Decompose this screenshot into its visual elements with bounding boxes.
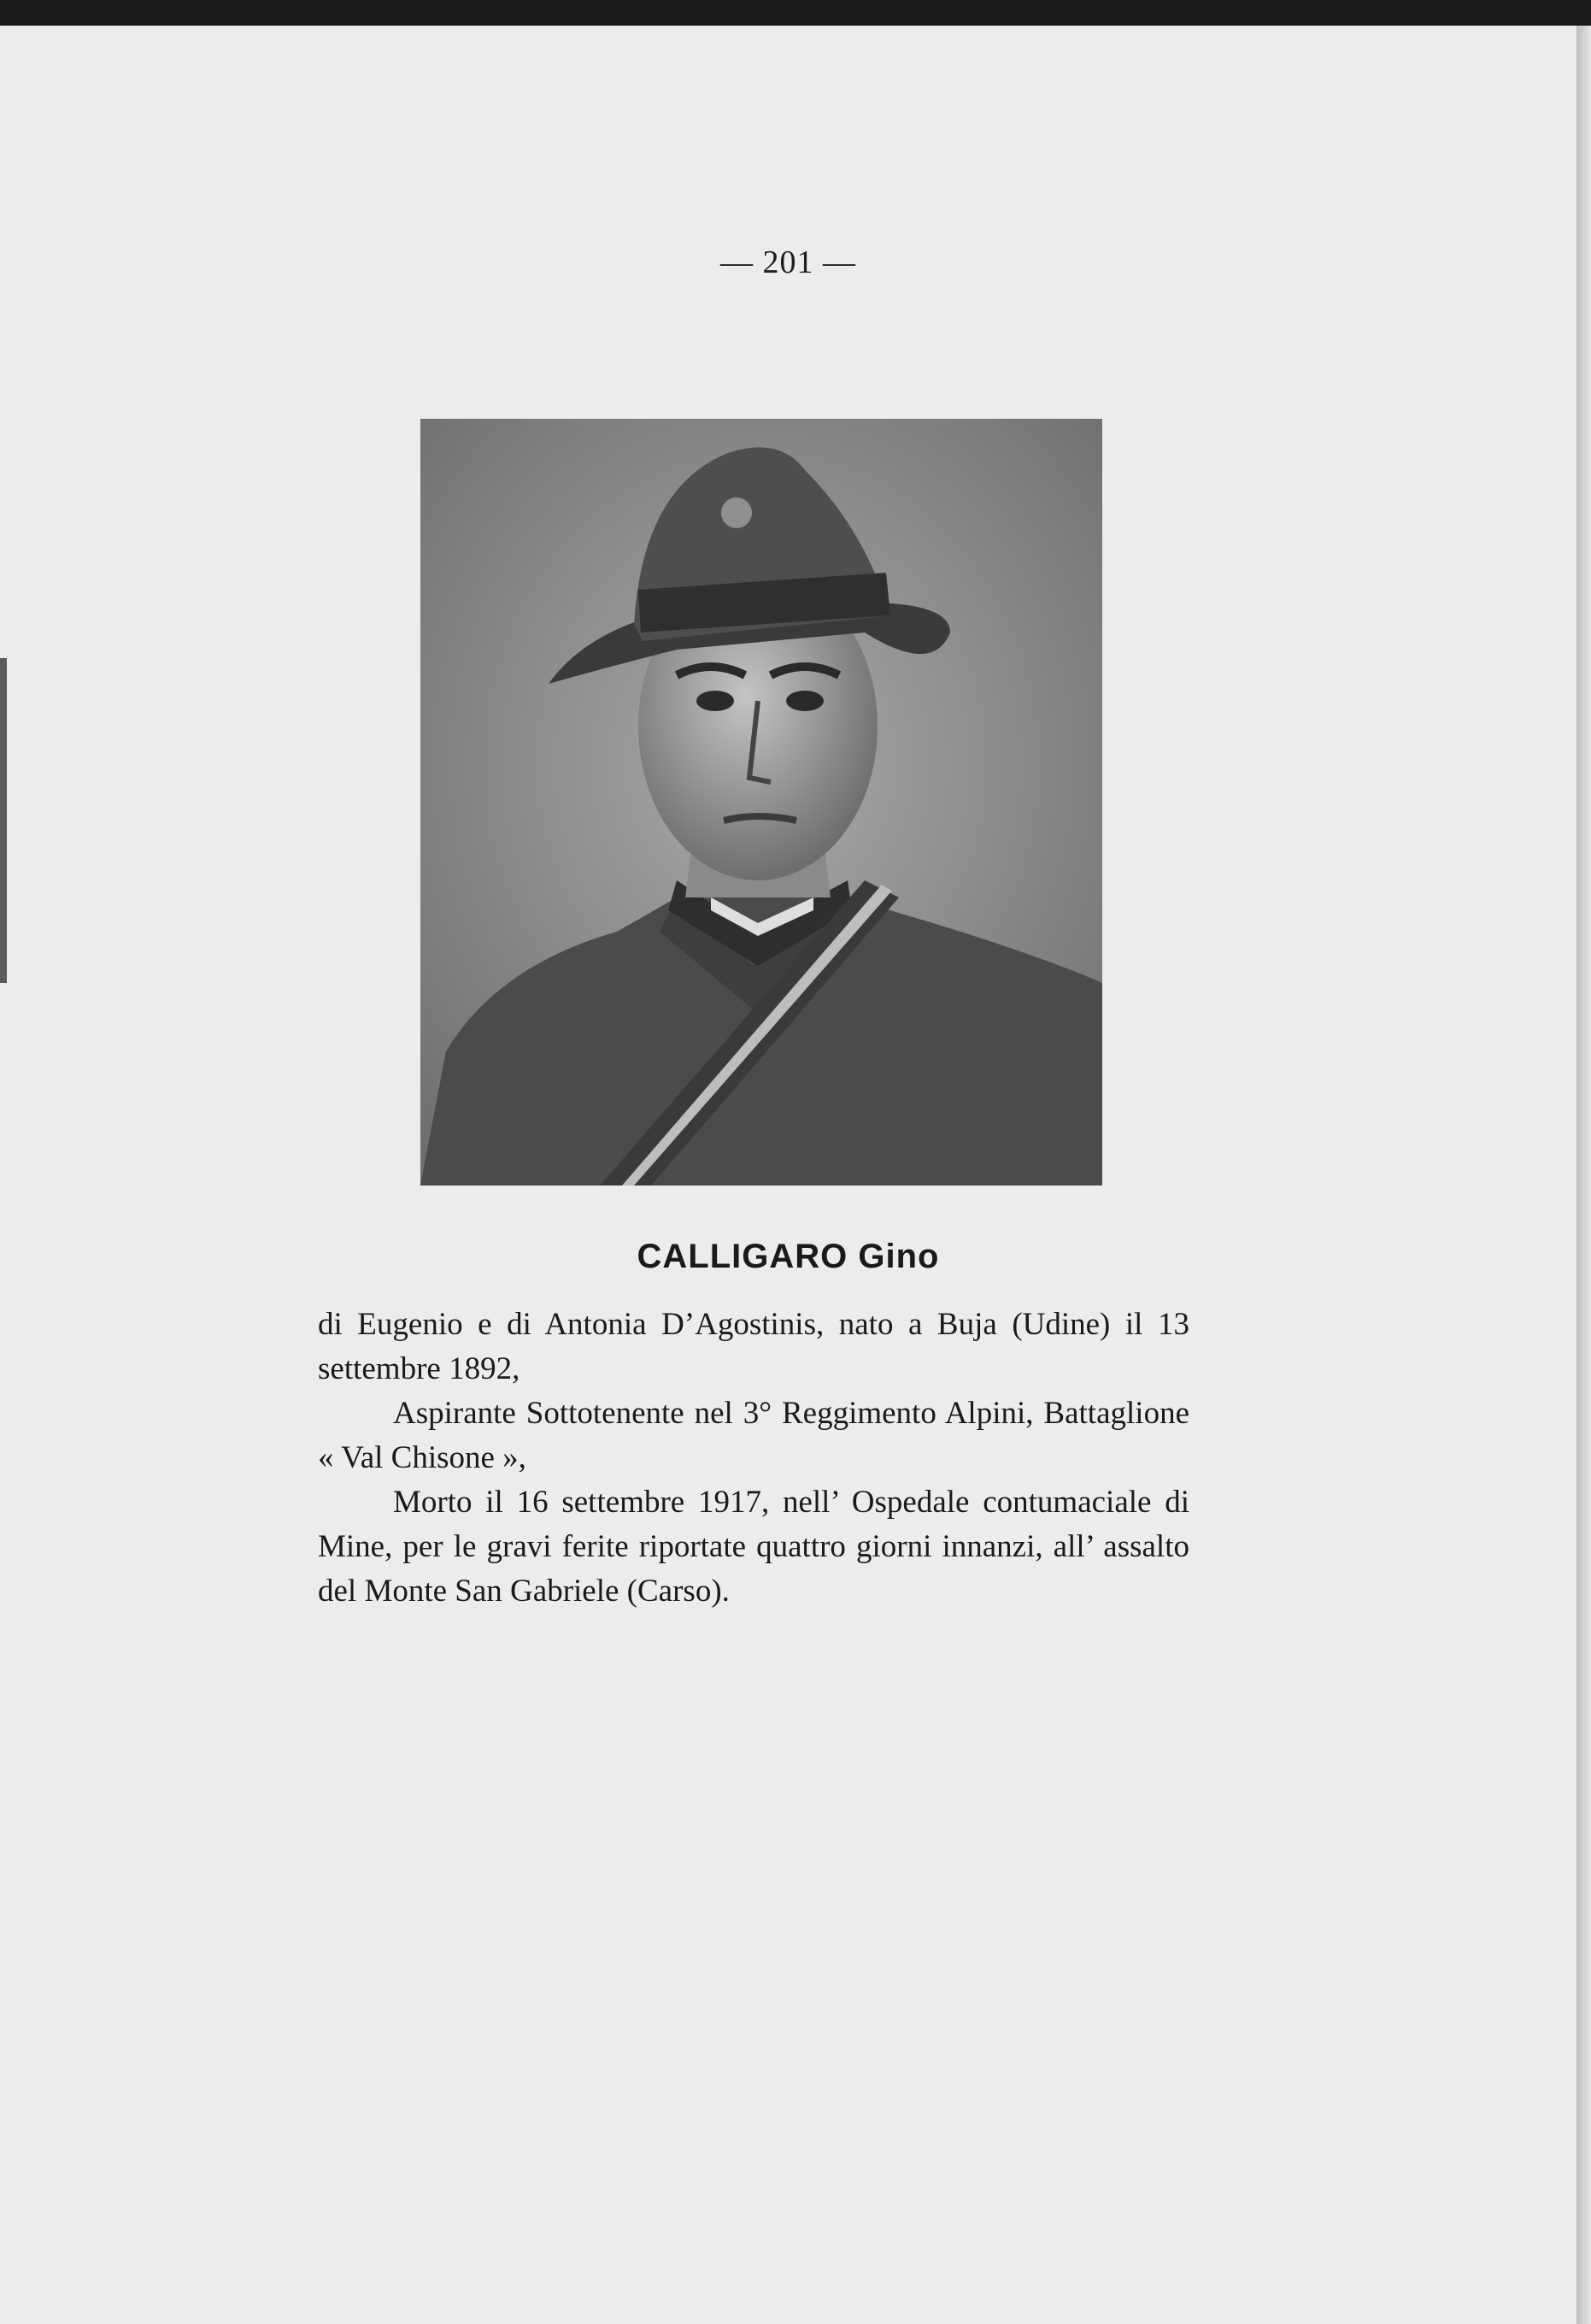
biography-paragraph: Aspirante Sottotenente nel 3° Reggimento Alpini, Battaglione « Val Chisone », <box>318 1396 1189 1475</box>
portrait-image <box>420 419 1102 1186</box>
biography-paragraph: di Eugenio e di Antonia D’Agostinis, nato a Buja (Udine) il 13 settembre 1892, <box>318 1307 1189 1386</box>
person-name: CALLIGARO Gino <box>637 1238 940 1275</box>
biography-text <box>318 1303 1189 1614</box>
binding-tab <box>0 658 7 983</box>
page-number: — 201 — <box>720 244 856 280</box>
page-edge <box>1576 26 1591 2324</box>
biography-paragraph: Morto il 16 settembre 1917, nell’ Ospedale contumaciale di Mine, per le gravi ferite riportate quattro giorni innanzi, all’ assalto del Monte San Gabriele (Carso). <box>318 1485 1189 1609</box>
portrait-photo <box>420 419 1102 1186</box>
